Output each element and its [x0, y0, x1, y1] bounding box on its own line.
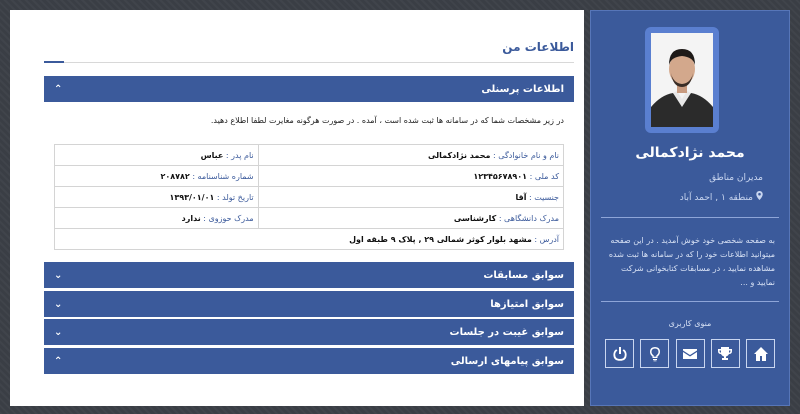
- user-menu: [605, 339, 775, 368]
- address-value: مشهد بلوار کوثر شمالی ۲۹ , پلاک ۹ طبقه اول: [349, 234, 532, 244]
- lightbulb-icon: [647, 346, 663, 362]
- seminary-label: مدرک حوزوی :: [203, 213, 254, 223]
- fullname-value: محمد نژادکمالی: [428, 150, 491, 160]
- personal-info-header[interactable]: [44, 76, 574, 102]
- father-value: عباس: [200, 150, 224, 160]
- table-row: [55, 187, 564, 208]
- avatar-frame: [645, 27, 719, 133]
- profile-description: به صفحه شخصی خود خوش آمدید . در این صفحه میتوانید اطلاعات خود را که در سامانه ها ثبت شده مشاهده نمایید ، در مسابقات کتابخوانی شرکت نمایید و ...: [608, 236, 775, 287]
- gender-label: جنسیت :: [528, 192, 559, 202]
- chevron-up-icon: ⌃: [54, 355, 63, 367]
- home-button[interactable]: [746, 339, 775, 368]
- degree-label: مدرک دانشگاهی :: [498, 213, 559, 223]
- title-divider: [44, 62, 574, 63]
- power-icon: [612, 346, 628, 362]
- profile-location: [591, 191, 763, 203]
- trophy-button[interactable]: [711, 339, 740, 368]
- gender-value: آقا: [515, 192, 527, 202]
- profile-name: محمد نژادکمالی: [635, 145, 745, 161]
- divider: [601, 301, 779, 302]
- map-marker-icon: [756, 191, 763, 203]
- section-label: سوابق مسابقات: [483, 269, 564, 281]
- address-label: آدرس :: [534, 234, 559, 244]
- table-row: [55, 145, 564, 166]
- messages-button[interactable]: [676, 339, 705, 368]
- absences-section-header[interactable]: [44, 319, 574, 345]
- profile-panel: [590, 10, 790, 406]
- main-content: [10, 10, 584, 406]
- page-title: اطلاعات من: [502, 40, 574, 54]
- fullname-label: نام و نام خانوادگی :: [493, 150, 559, 160]
- points-section-header[interactable]: [44, 291, 574, 317]
- section-label: سوابق غیبت در جلسات: [449, 326, 564, 338]
- national-code-label: کد ملی :: [529, 171, 559, 181]
- avatar: [651, 33, 713, 127]
- chevron-down-icon: ⌄: [54, 298, 63, 310]
- father-label: نام پدر :: [225, 150, 254, 160]
- table-row: [55, 229, 564, 250]
- user-menu-title: منوی کاربری: [668, 319, 712, 328]
- section-label: سوابق پیامهای ارسالی: [450, 355, 564, 367]
- seminary-value: ندارد: [181, 213, 201, 223]
- section-label: سوابق امتیازها: [490, 298, 564, 310]
- birth-date-label: تاریخ تولد :: [216, 192, 254, 202]
- logout-button[interactable]: [605, 339, 634, 368]
- divider: [601, 217, 779, 218]
- ideas-button[interactable]: [640, 339, 669, 368]
- trophy-icon: [717, 346, 733, 362]
- personal-info-label: اطلاعات پرسنلی: [481, 83, 564, 95]
- chevron-up-icon: ⌃: [54, 83, 63, 95]
- personal-info-table: [54, 144, 564, 250]
- competitions-section-header[interactable]: [44, 262, 574, 288]
- personal-info-panel: [44, 106, 574, 260]
- degree-value: کارشناسی: [453, 213, 497, 223]
- table-row: [55, 208, 564, 229]
- id-number-label: شماره شناسنامه :: [192, 171, 254, 181]
- table-row: [55, 166, 564, 187]
- profile-location-text: منطقه ۱ , احمد آباد: [679, 193, 753, 203]
- chevron-down-icon: ⌄: [54, 326, 63, 338]
- profile-role: مدیران مناطق: [709, 173, 763, 183]
- national-code-value: ۱۲۳۴۵۶۷۸۹۰۱: [473, 171, 528, 181]
- chevron-down-icon: ⌄: [54, 269, 63, 281]
- home-icon: [753, 346, 769, 362]
- id-number-value: ۲۰۸۷۸۲: [160, 171, 190, 181]
- sent-messages-section-header[interactable]: [44, 348, 574, 374]
- birth-date-value: ۱۳۹۳/۰۱/۰۱: [169, 192, 215, 202]
- intro-text: در زیر مشخصات شما که در سامانه ها ثبت شده است ، آمده . در صورت هرگونه مغایرت لطفا اطلاع دهید.: [210, 116, 564, 125]
- envelope-icon: [682, 346, 698, 362]
